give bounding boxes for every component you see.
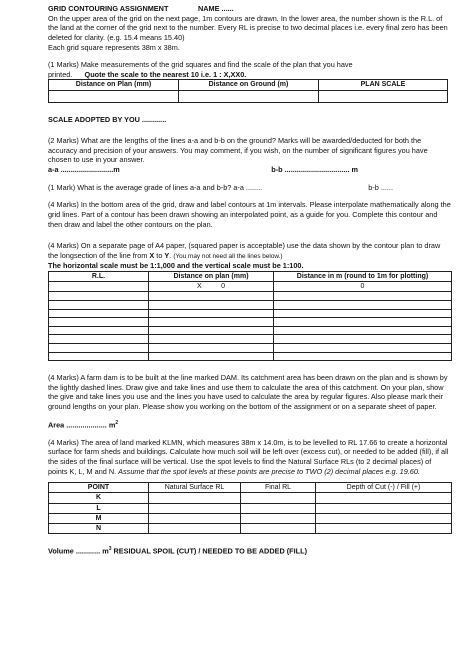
header	[48, 4, 452, 14]
bb-answer: b-b ................................ m	[271, 165, 358, 175]
longsection-cell[interactable]	[49, 318, 149, 327]
levelling-row	[49, 513, 452, 523]
longsection-cell[interactable]	[274, 352, 452, 361]
longsection-cell[interactable]	[49, 301, 149, 310]
scale-cell[interactable]	[49, 90, 179, 102]
levelling-cell[interactable]	[316, 513, 452, 523]
volume-answer: Volume ............ $m^3$ RESIDUAL SPOIL (CUT) / NEEDED TO BE ADDED (FILL)	[48, 546, 308, 556]
q1-text: (1 Marks) Make measurements of the grid squares and find the scale of the plan that you have	[48, 60, 353, 70]
q7-text: (4 Marks) The area of land marked KLMN, which measures 38m x 14.0m, is to be levelled to RL 17.66 to create a horizontal surface for farm sheds and buildings. Calculate how much soil will be left over (excess cut), or needed to be added (fill), if all the sides of the final surface will be vertical. Use the spot levels to find the Natural Surface RLs (to 2 decimal places) of points K, L, M and N. Assume that the spot levels at these points are precise to TWO (2) decimal places e.g. 19.60.	[48, 437, 449, 476]
longsection-empty-rows	[49, 292, 452, 361]
q5-scale-line: The horizontal scale must be 1:1,000 and the vertical scale must be 1:100.	[48, 261, 304, 271]
longsection-cell[interactable]	[49, 335, 149, 344]
point-label: K	[49, 493, 149, 503]
area-answer: Area .................... $m^2$	[48, 419, 119, 430]
longsection-cell[interactable]: 0	[274, 282, 452, 292]
longsection-row	[49, 309, 452, 318]
longsection-row	[49, 352, 452, 361]
longsection-cell[interactable]	[149, 301, 274, 310]
longsection-header: R.L.	[49, 271, 149, 281]
scale-adopted: SCALE ADOPTED BY YOU ............	[48, 114, 167, 124]
longsection-header: Distance in m (round to 1m for plotting)	[274, 271, 452, 281]
longsection-cell[interactable]: X 0	[149, 282, 274, 292]
levelling-cell[interactable]	[241, 503, 316, 513]
longsection-cell[interactable]	[49, 282, 149, 292]
scale-table	[48, 79, 448, 102]
levelling-cell[interactable]	[316, 524, 452, 534]
q3-text: (1 Mark) What is the average grade of lines a-a and b-b? a-a ........	[48, 182, 263, 192]
longsection-row	[49, 301, 452, 310]
scale-cell[interactable]	[319, 90, 448, 102]
longsection-cell[interactable]	[49, 309, 149, 318]
longsection-row	[49, 335, 452, 344]
longsection-row	[49, 292, 452, 301]
longsection-cell[interactable]	[274, 326, 452, 335]
longsection-cell[interactable]	[149, 318, 274, 327]
scale-table-header: Distance on Plan (mm)	[49, 80, 179, 90]
levelling-header: Depth of Cut (-) / Fill (+)	[316, 483, 452, 493]
levelling-cell[interactable]	[149, 513, 241, 523]
q1-scale-instruction: printed. Quote the scale to the nearest 10 i.e. 1 : X,XX0.	[48, 69, 247, 79]
levelling-cell[interactable]	[149, 503, 241, 513]
levelling-row	[49, 503, 452, 513]
q6-text: (4 Marks) A farm dam is to be built at the line marked DAM. Its catchment area has been drawn on the plan and is shown by the lightly dashed lines. Draw give and take lines and use them to calculate the area of this catchment. On your plan, show the give and take lines you use and the lines you have used to calculate the area by regular figures. Also please mark their ground lengths on your plan. Please show you working on the bottom of the assignment or on a separate sheet of paper.	[48, 373, 448, 412]
longsection-cell[interactable]	[49, 352, 149, 361]
levelling-row	[49, 524, 452, 534]
q5-text: (4 Marks) On a separate page of A4 paper, (squared paper is acceptable) use the data shown by the contour plan to draw the longsection of the line from X to Y. (You may not need all the lines below.)	[48, 241, 441, 260]
aa-answer: a-a ..........................m	[48, 165, 120, 175]
levelling-cell[interactable]	[316, 503, 452, 513]
levelling-cell[interactable]	[241, 493, 316, 503]
levelling-rows	[49, 493, 452, 534]
longsection-cell[interactable]	[149, 352, 274, 361]
longsection-cell[interactable]	[274, 301, 452, 310]
longsection-cell[interactable]	[49, 343, 149, 352]
longsection-row	[49, 326, 452, 335]
levelling-header: Final RL	[241, 483, 316, 493]
longsection-row	[49, 318, 452, 327]
name-label: NAME ......	[198, 4, 234, 13]
intro-text: On the upper area of the grid on the next page, 1m contours are drawn. In the lower area, the number shown is the R.L. of the land at the corner of the grid next to the number. Every RL is precise to two decimal places i.e. every final zero has been deleted for clarity. (e.g. 15.4 means 15.40)	[48, 13, 448, 42]
grid-size-text: Each grid square represents 38m x 38m.	[48, 42, 180, 52]
scale-cell[interactable]	[179, 90, 319, 102]
levelling-header: POINT	[49, 483, 149, 493]
point-label: M	[49, 513, 149, 523]
longsection-row	[49, 343, 452, 352]
longsection-cell[interactable]	[149, 292, 274, 301]
levelling-cell[interactable]	[241, 524, 316, 534]
levelling-cell[interactable]	[241, 513, 316, 523]
levelling-table	[48, 482, 452, 534]
levelling-cell[interactable]	[149, 493, 241, 503]
longsection-cell[interactable]	[274, 335, 452, 344]
longsection-cell[interactable]	[149, 326, 274, 335]
longsection-cell[interactable]	[274, 309, 452, 318]
longsection-table	[48, 271, 452, 361]
point-label: L	[49, 503, 149, 513]
longsection-header: Distance on plan (mm)	[149, 271, 274, 281]
longsection-cell[interactable]	[49, 326, 149, 335]
point-label: N	[49, 524, 149, 534]
levelling-cell[interactable]	[149, 524, 241, 534]
levelling-row	[49, 493, 452, 503]
longsection-cell[interactable]	[274, 318, 452, 327]
longsection-cell[interactable]	[49, 292, 149, 301]
q2-text: (2 Marks) What are the lengths of the lines a-a and b-b on the ground? Marks will be awarded/deducted for both the accuracy and precision of your answers. You may comment, if you wish, on the number of significant figures you have chosen to use in your answer.	[48, 136, 428, 165]
longsection-cell[interactable]	[149, 309, 274, 318]
scale-table-header: PLAN SCALE	[319, 80, 448, 90]
assignment-title: GRID CONTOURING ASSIGNMENT	[48, 4, 169, 13]
longsection-cell[interactable]	[149, 343, 274, 352]
levelling-cell[interactable]	[316, 493, 452, 503]
scale-table-header: Distance on Ground (m)	[179, 80, 319, 90]
longsection-cell[interactable]	[149, 335, 274, 344]
longsection-cell[interactable]	[274, 292, 452, 301]
longsection-cell[interactable]	[274, 343, 452, 352]
levelling-header: Natural Surface RL	[149, 483, 241, 493]
q4-text: (4 Marks) In the bottom area of the grid, draw and label contours at 1m intervals. Please interpolate mathematically along the grid lines. Part of a contour has been drawn showing an interpolated point, as a guide for you. Complete this contour and then draw and label the other contours on the plan.	[48, 200, 451, 229]
q3-bb: b-b ......	[368, 182, 393, 192]
